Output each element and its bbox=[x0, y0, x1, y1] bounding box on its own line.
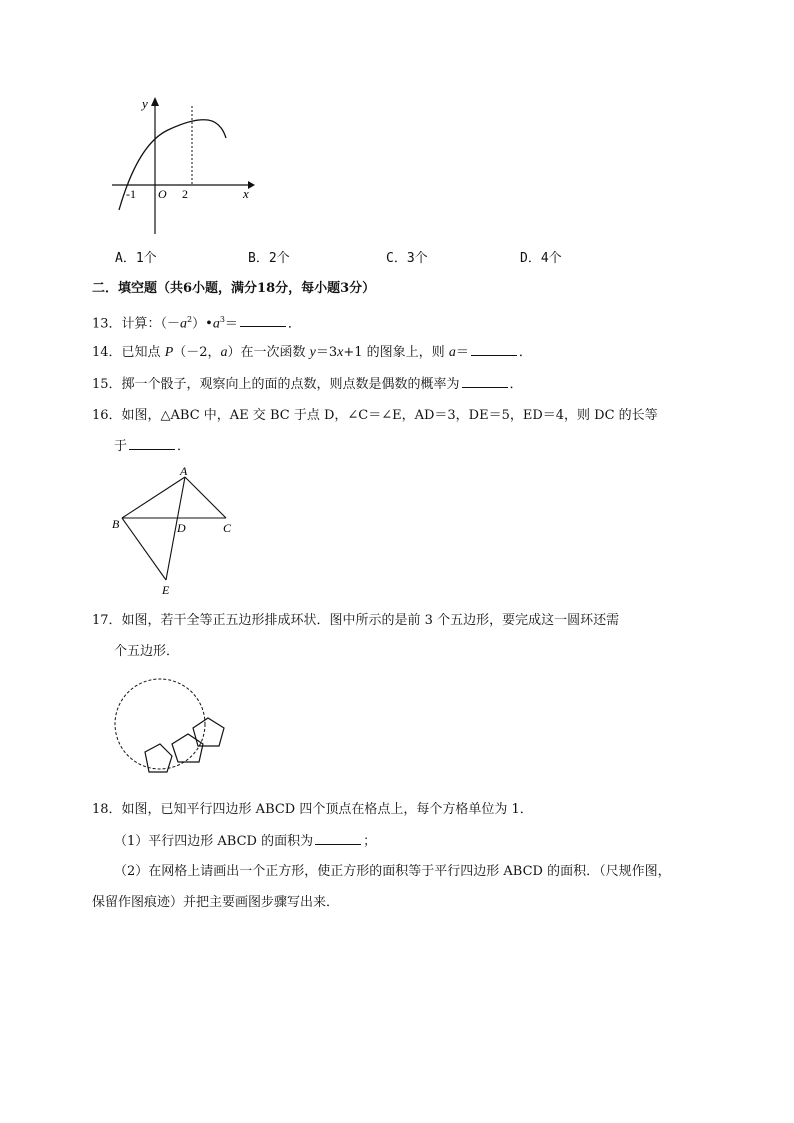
label-b: B bbox=[112, 517, 120, 531]
option-a: A．1个 bbox=[115, 251, 157, 266]
answer-blank-18[interactable] bbox=[315, 832, 361, 845]
y-label: y bbox=[142, 96, 148, 111]
label-a: A bbox=[180, 464, 188, 478]
y-axis-arrow bbox=[151, 97, 159, 106]
question-14: 14．已知点 P（－2，a）在一次函数 y＝3x+1 的图象上，则 a＝ ． bbox=[92, 345, 532, 360]
question-18-line1: 18．如图，已知平行四边形 ABCD 四个顶点在格点上，每个方格单位为 1． bbox=[92, 802, 533, 817]
option-d: D．4个 bbox=[520, 251, 562, 266]
question-16-line1: 16．如图，△ABC 中，AE 交 BC 于点 D，∠C＝∠E，AD＝3，DE＝5，ED＝4，则 DC 的长等 bbox=[92, 408, 658, 423]
segment-ab bbox=[122, 477, 185, 518]
label-d: D bbox=[177, 521, 186, 535]
pentagon-3 bbox=[193, 718, 224, 746]
question-17-line2: 个五边形． bbox=[114, 644, 180, 659]
section-heading: 二．填空题（共6小题，满分18分，每小题3分） bbox=[92, 281, 376, 296]
x-axis-arrow bbox=[248, 181, 255, 189]
label-c: C bbox=[223, 521, 232, 535]
tick-2: 2 bbox=[182, 187, 188, 201]
question-18-part2-line1: （2）在网格上请画出一个正方形，使正方形的面积等于平行四边形 ABCD 的面积．（尺规作图， bbox=[114, 864, 671, 879]
tick-neg1: -1 bbox=[126, 187, 136, 201]
dashed-circle bbox=[115, 679, 205, 769]
tick-origin: O bbox=[158, 187, 167, 201]
option-c: C．3个 bbox=[386, 251, 428, 266]
answer-blank-15[interactable] bbox=[462, 375, 508, 388]
question-17-line1: 17．如图，若干全等正五边形排成环状．图中所示的是前 3 个五边形，要完成这一圆环还需 bbox=[92, 613, 620, 628]
question-16-line2: 于 ． bbox=[114, 439, 191, 454]
parabola-graph bbox=[108, 94, 258, 239]
label-e: E bbox=[162, 583, 170, 597]
answer-blank-16[interactable] bbox=[129, 437, 175, 450]
answer-blank-13[interactable] bbox=[240, 314, 286, 327]
question-13: 13．计算：$(-a^2)•a^3=$ ． bbox=[92, 315, 301, 332]
question-15: 15．掷一个骰子，观察向上的面的点数，则点数是偶数的概率为 ． bbox=[92, 377, 523, 392]
question-18-part2-line2: 保留作图痕迹）并把主要画图步骤写出来． bbox=[92, 895, 340, 910]
segment-ac bbox=[185, 477, 226, 518]
triangle-figure bbox=[108, 464, 248, 599]
answer-blank-14[interactable] bbox=[471, 343, 517, 356]
x-label: x bbox=[243, 186, 249, 201]
segment-be bbox=[122, 518, 166, 580]
option-b: B．2个 bbox=[248, 251, 290, 266]
question-18-part1: （1）平行四边形 ABCD 的面积为 ； bbox=[114, 834, 377, 849]
pentagon-ring-figure bbox=[108, 670, 238, 790]
